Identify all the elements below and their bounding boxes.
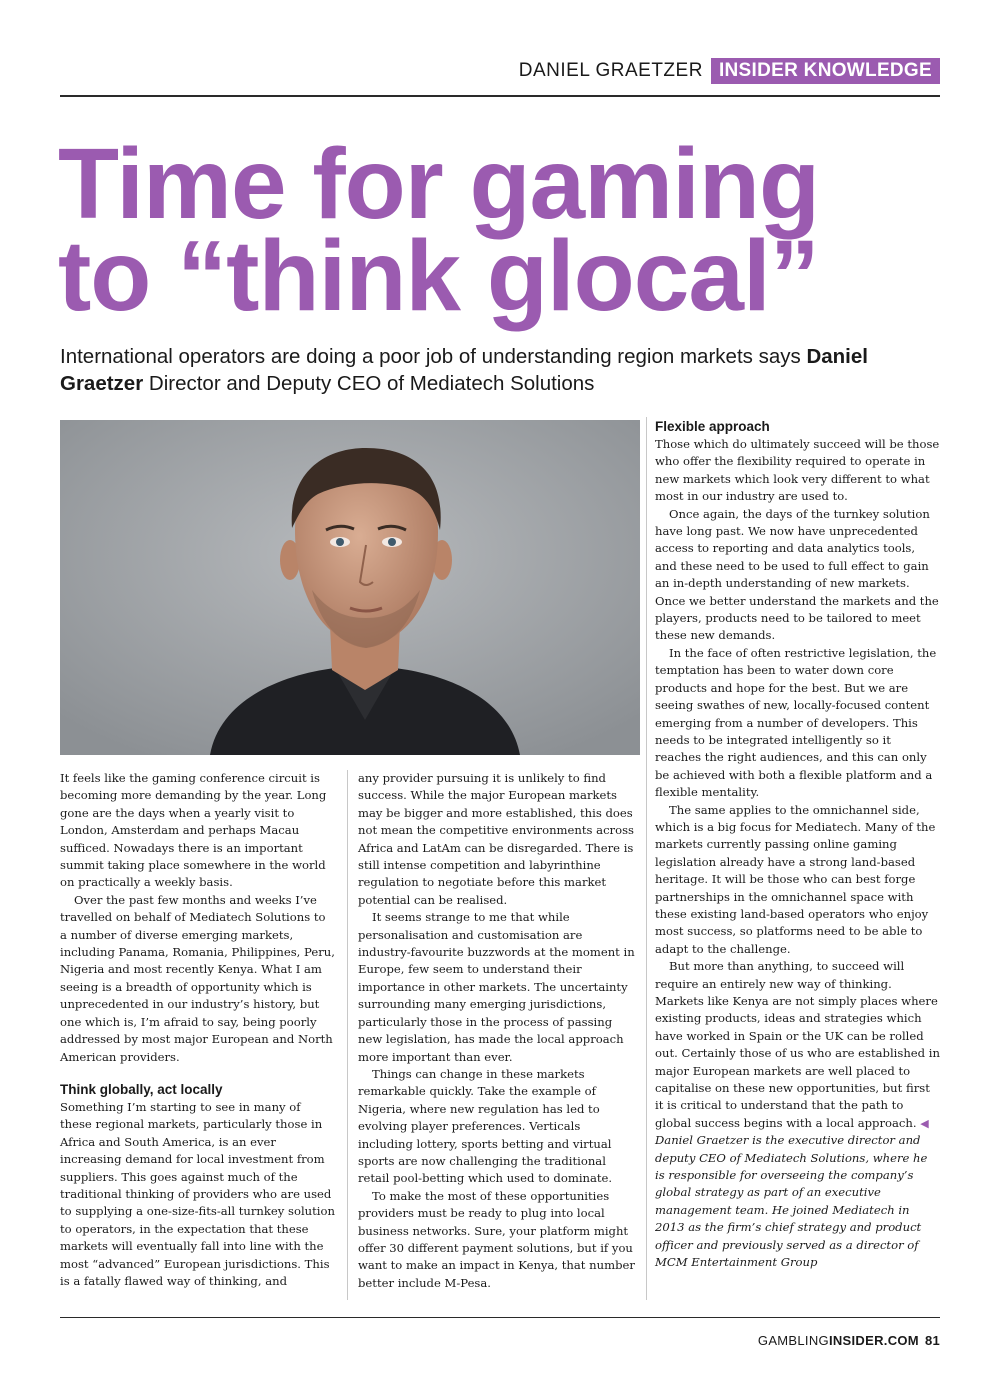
paragraph: Once again, the days of the turnkey solution have long past. We now have unprecedented access to reporting and data analytics tools, and these need to be used to full effect to gain an in-depth understanding of new markets. Once we better understand the markets and the players, products need to be tailored to meet these new demands. [655, 506, 939, 643]
paragraph: Things can change in these markets remarkable quickly. Take the example of Nigeria, where new regulation has led to evolving player preferences. Verticals including lottery, sports betting and virtual sports are now challenging the traditional retail pool-betting which used to dominate. [358, 1066, 613, 1186]
article-column-1 [60, 770, 335, 1290]
header-author: DANIEL GRAETZER [518, 60, 703, 81]
paragraph-text: But more than anything, to succeed will require an entirely new way of thinking. Markets like Kenya are not simply places where existing products, ideas and strategies which have worked in Spain or the UK can be rolled out. Certainly those of us who are established in major European markets are well placed to capitalise on these new opportunities, but first it is critical to understand that the path to global success begins with a local approach. [655, 959, 940, 1130]
paragraph: It seems strange to me that while personalisation and customisation are industry-favourite buzzwords at the moment in Europe, few seem to understand their importance in other markets. The uncertainty surrounding many emerging jurisdictions, particularly those in the process of passing new legislation, has made the local approach more important than ever. [358, 910, 635, 1064]
section-badge: INSIDER KNOWLEDGE [711, 58, 940, 84]
column-divider-2 [646, 417, 647, 1300]
portrait-illustration [60, 420, 640, 755]
paragraph: In the face of often restrictive legislation, the temptation has been to water down core products and hope for the best. But we are seeing swathes of new, locally-focused content emerging from a number of developers. This needs to be integrated intelligently so it reaches the right audiences, and this can only be achieved with both a flexible platform and a flexible mentality. [655, 645, 937, 800]
paragraph: Over the past few months and weeks I’ve travelled on behalf of Mediatech Solutions to a number of diverse emerging markets, including Panama, Romania, Philippines, Peru, Nigeria and most recently Kenya. What I am seeing is a breadth of opportunity which is unprecedented in our industry’s history, but one which is, I’m afraid to say, being poorly addressed by most major European and North American providers. [60, 892, 335, 1064]
paragraph-final [655, 958, 940, 1132]
column-divider-1 [347, 770, 348, 1300]
standfirst-author-name: Daniel Graetzer [60, 345, 868, 395]
paragraph: The same applies to the omnichannel side, which is a big focus for Mediatech. Many of the markets currently passing online gaming legislation already have a strong land-based heritage. It will be those who can best forge partnerships in the omnichannel space with these existing land-based operators who enjoy most success, so platforms need to be able to adapt to the challenge. [655, 802, 936, 956]
footer-site-bold: INSIDER.COM [828, 1333, 919, 1348]
standfirst [60, 343, 940, 397]
page-footer [758, 1333, 940, 1348]
header-rule [60, 95, 940, 97]
standfirst-lead: International operators are doing a poor job of understanding region markets says [60, 345, 807, 368]
paragraph: any provider pursuing it is unlikely to find success. While the major European markets may be bigger and more established, this does not mean the competitive environments across Africa and LatAm can be disregarded. There is still intense competition and labyrinthine regulation to negotiate before this market potential can be realised. [358, 771, 634, 907]
paragraph: To make the most of these opportunities providers must be ready to plug into local business networks. Sure, your platform might offer 30 different payment solutions, but if you want to make an impact in Kenya, that number better include M-Pesa. [358, 1188, 635, 1290]
page-number: 81 [924, 1333, 940, 1348]
paragraph: Something I’m starting to see in many of these regional markets, particularly those in Africa and South America, is an ever increasing demand for local investment from suppliers. This goes against much of the traditional thinking of providers who are used to supplying a one-size-fits-all turnkey solution to operators, in the expectation that these markets will eventually fall into line with the most “advanced” European jurisdictions. This is a fatally flawed way of thinking, and [60, 1099, 335, 1288]
author-bio: Daniel Graetzer is the executive director and deputy CEO of Mediatech Solutions, where he is responsible for overseeing the company’s global strategy as part of an executive management team. He joined Mediatech in 2013 as the firm’s chief strategy and product officer and previously served as a director of MCM Entertainment Group [655, 1133, 928, 1270]
author-portrait-photo [60, 420, 640, 755]
subheading-think-globally: Think globally, act locally [60, 1081, 223, 1097]
running-header [519, 57, 940, 85]
standfirst-rest: Director and Deputy CEO of Mediatech Solutions [143, 372, 595, 395]
footer-site-prefix: GAMBLING [757, 1333, 829, 1348]
end-mark-icon: ◀ [920, 1116, 929, 1130]
title-line-1: Time for gaming [58, 128, 820, 240]
footer-rule [60, 1317, 940, 1318]
subheading-flexible-approach: Flexible approach [655, 419, 770, 434]
paragraph: Those which do ultimately succeed will be those who offer the flexibility required to operate in new markets which look very different to what most in our industry are used to. [655, 437, 940, 504]
article-title [58, 128, 948, 332]
article-column-3 [655, 417, 940, 1272]
title-line-2: to “think glocal” [58, 220, 819, 332]
article-column-2 [358, 770, 638, 1292]
paragraph: It feels like the gaming conference circuit is becoming more demanding by the year. Long gone are the days when a yearly visit to London, Amsterdam and perhaps Macau sufficed. Nowadays there is an important summit taking place somewhere in the world on practically a weekly basis. [60, 771, 327, 890]
